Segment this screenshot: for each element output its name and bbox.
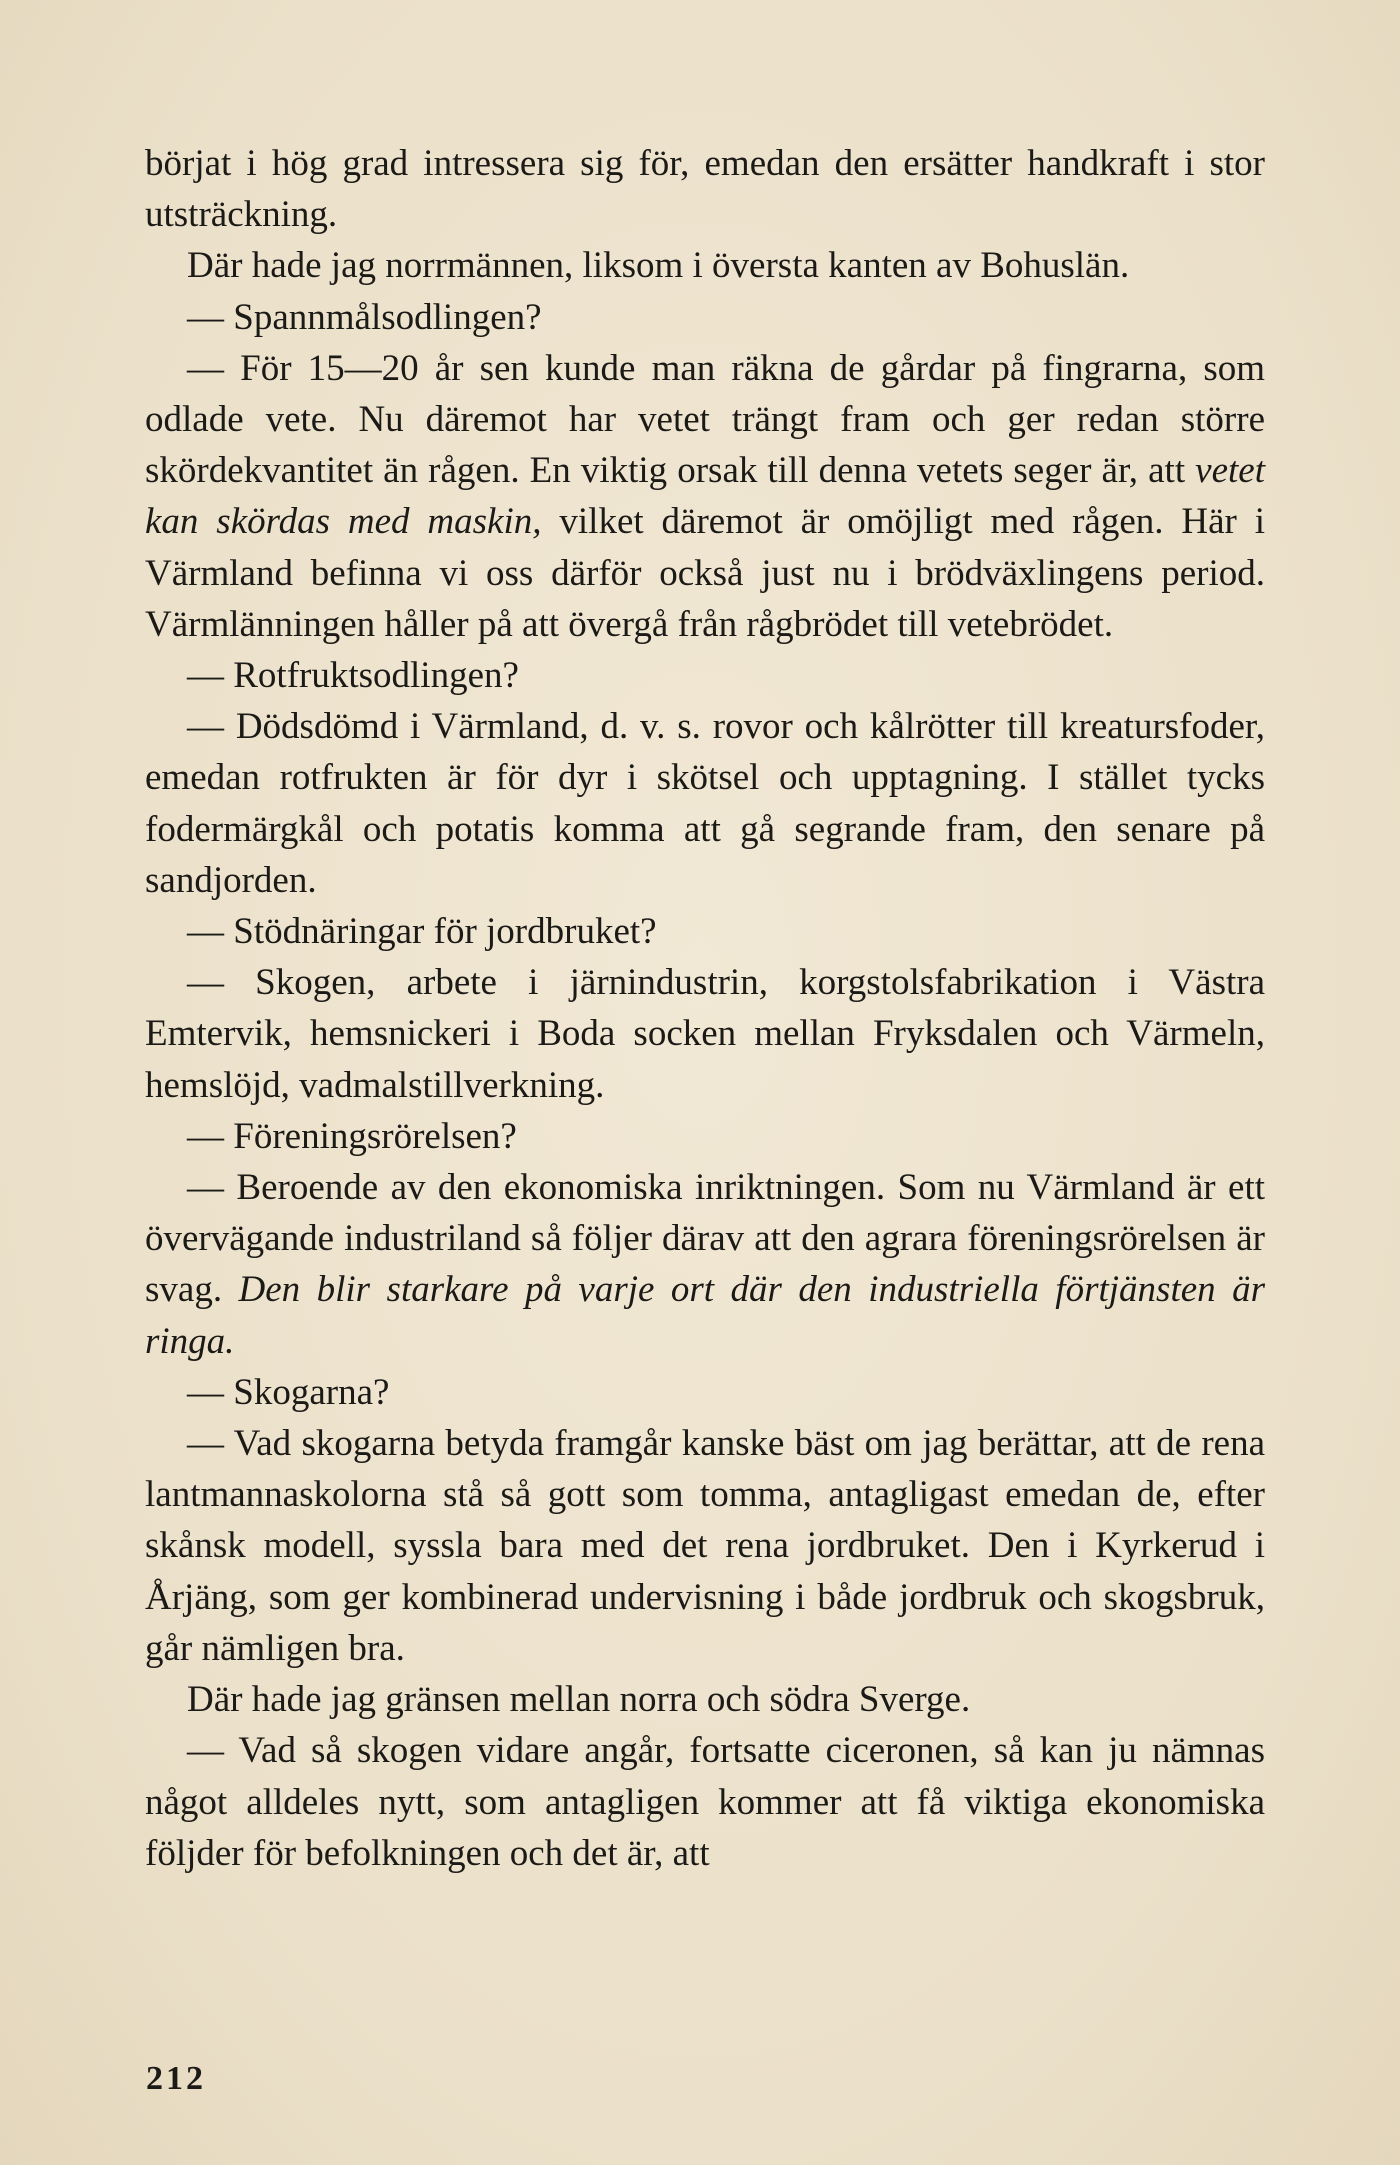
paragraph xyxy=(145,957,1265,1111)
text-run: vilket däremot är omöjligt med rågen. Här i Värmland befinna vi oss därför också just nu i brödväxlingens period. Värmlänningen håller på att övergå från rågbrödet till vetebrödet. xyxy=(145,501,1265,645)
paragraph xyxy=(145,906,1265,957)
paragraph xyxy=(145,1111,1265,1162)
text-run: börjat i hög grad intressera sig för, emedan den ersätter handkraft i stor utsträckning. xyxy=(145,143,1265,236)
paragraph xyxy=(145,292,1265,343)
paragraph xyxy=(145,343,1265,650)
text-run: — Föreningsrörelsen? xyxy=(187,1115,517,1157)
text-run: — Vad skogarna betyda framgår kanske bäst om jag berättar, att de rena lantmannaskolorna stå så gott som tomma, antagligast emedan de, efter skånsk modell, syssla bara med det rena jordbruket. Den i Kyrkerud i Årjäng, som ger kombinerad undervisning i både jordbruk och skogsbruk, går nämligen bra. xyxy=(145,1423,1265,1669)
paragraph xyxy=(145,1162,1265,1367)
paragraph xyxy=(145,1674,1265,1725)
paragraph xyxy=(145,138,1265,240)
text-run: — Skogarna? xyxy=(187,1371,390,1413)
text-run: — Beroende av den ekonomiska inriktningen. Som nu Värmland är ett övervägande industriland så följer därav att den agrara föreningsrörelsen är svag. xyxy=(145,1167,1265,1311)
paragraph xyxy=(145,1367,1265,1418)
italic-run: Den blir starkare på varje ort där den industriella förtjänsten är ringa. xyxy=(145,1269,1265,1362)
text-run: Där hade jag norrmännen, liksom i översta kanten av Bohuslän. xyxy=(187,245,1130,287)
text-run: — Vad så skogen vidare angår, fortsatte ciceronen, så kan ju nämnas något alldeles nytt, som antagligen kommer att få viktiga ekonomiska följder för befolkningen och det är, att xyxy=(145,1730,1265,1874)
paragraph xyxy=(145,240,1265,291)
text-run: Där hade jag gränsen mellan norra och södra Sverge. xyxy=(187,1679,971,1721)
text-run: — Dödsdömd i Värmland, d. v. s. rovor och kålrötter till kreatursfoder, emedan rotfrukten är för dyr i skötsel och upptagning. I stället tycks fodermärgkål och potatis komma att gå segrande fram, den senare på sandjorden. xyxy=(145,706,1265,901)
paragraph xyxy=(145,1418,1265,1674)
text-run: — Stödnäringar för jordbruket? xyxy=(187,911,657,953)
text-run: — För 15—20 år sen kunde man räkna de gårdar på fingrarna, som odlade vete. Nu däremot har vetet trängt fram och ger redan större skördekvantitet än rågen. En viktig orsak till denna vetets seger är, att xyxy=(145,347,1265,492)
body-text xyxy=(145,138,1265,1879)
paragraph xyxy=(145,701,1265,906)
text-run: — Skogen, arbete i järnindustrin, korgstolsfabrikation i Västra Emtervik, hemsnickeri i Boda socken mellan Fryksdalen och Värmeln, hemslöjd, vadmalstillverkning. xyxy=(145,962,1265,1106)
text-run: — Rotfruktsodlingen? xyxy=(187,655,519,697)
italic-run: vetet kan skördas med maskin, xyxy=(145,450,1265,543)
text-run: — Spannmålsodlingen? xyxy=(187,296,542,338)
paragraph xyxy=(145,650,1265,701)
paragraph xyxy=(145,1725,1265,1879)
page-number: 212 xyxy=(146,2060,206,2097)
